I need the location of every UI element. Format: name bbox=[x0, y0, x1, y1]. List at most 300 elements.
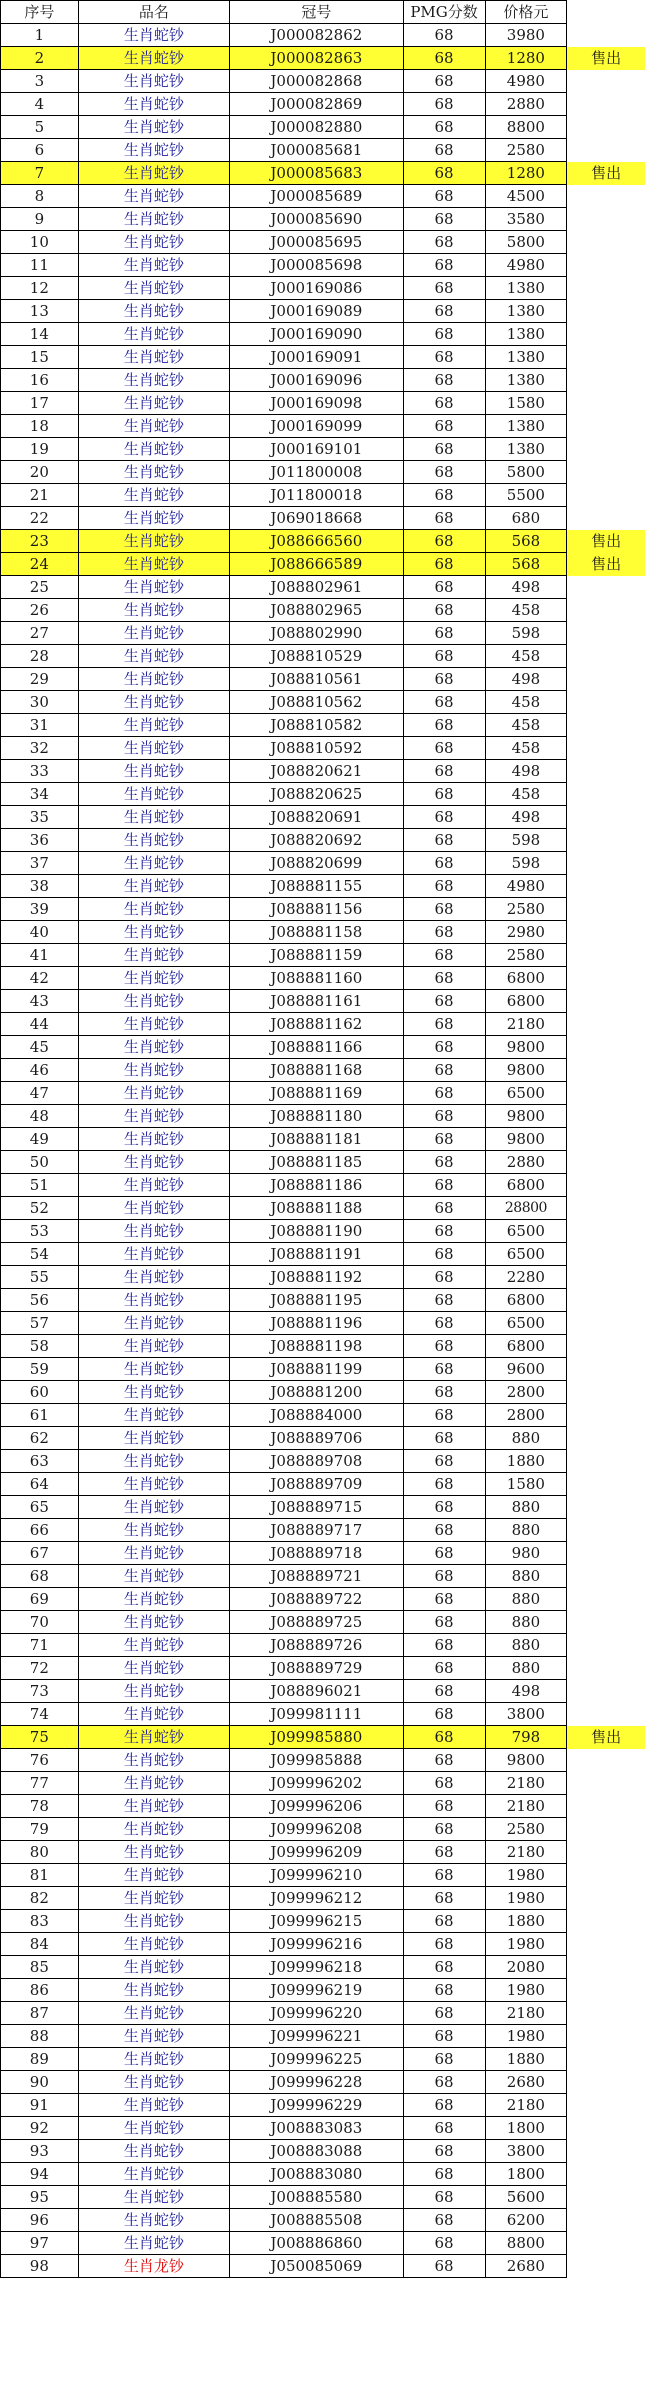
row-name: 生肖蛇钞 bbox=[78, 484, 229, 507]
row-name: 生肖蛇钞 bbox=[78, 300, 229, 323]
row-price: 1380 bbox=[485, 323, 567, 346]
row-pmg-grade: 68 bbox=[403, 1427, 485, 1450]
row-status-note bbox=[567, 2209, 646, 2232]
row-pmg-grade: 68 bbox=[403, 2255, 485, 2278]
row-index: 94 bbox=[1, 2163, 79, 2186]
row-serial: J088889706 bbox=[230, 1427, 403, 1450]
row-index: 48 bbox=[1, 1105, 79, 1128]
row-serial: J088889722 bbox=[230, 1588, 403, 1611]
row-status-note bbox=[567, 829, 646, 852]
row-index: 41 bbox=[1, 944, 79, 967]
row-serial: J088889725 bbox=[230, 1611, 403, 1634]
row-name: 生肖蛇钞 bbox=[78, 806, 229, 829]
table-row bbox=[1, 1496, 646, 1519]
row-index: 29 bbox=[1, 668, 79, 691]
row-index: 60 bbox=[1, 1381, 79, 1404]
row-price: 880 bbox=[485, 1565, 567, 1588]
row-price: 598 bbox=[485, 622, 567, 645]
table-row bbox=[1, 300, 646, 323]
row-status-note bbox=[567, 1289, 646, 1312]
row-pmg-grade: 68 bbox=[403, 1197, 485, 1220]
row-index: 53 bbox=[1, 1220, 79, 1243]
row-pmg-grade: 68 bbox=[403, 1082, 485, 1105]
row-index: 47 bbox=[1, 1082, 79, 1105]
row-serial: J069018668 bbox=[230, 507, 403, 530]
row-index: 63 bbox=[1, 1450, 79, 1473]
row-status-note bbox=[567, 231, 646, 254]
row-pmg-grade: 68 bbox=[403, 967, 485, 990]
row-price: 2580 bbox=[485, 1818, 567, 1841]
row-name: 生肖蛇钞 bbox=[78, 346, 229, 369]
row-name: 生肖蛇钞 bbox=[78, 2232, 229, 2255]
row-name: 生肖蛇钞 bbox=[78, 1404, 229, 1427]
row-pmg-grade: 68 bbox=[403, 691, 485, 714]
row-name: 生肖蛇钞 bbox=[78, 461, 229, 484]
row-pmg-grade: 68 bbox=[403, 116, 485, 139]
row-name: 生肖蛇钞 bbox=[78, 1013, 229, 1036]
table-row bbox=[1, 70, 646, 93]
row-pmg-grade: 68 bbox=[403, 47, 485, 70]
table-row bbox=[1, 1933, 646, 1956]
table-row bbox=[1, 1795, 646, 1818]
row-serial: J088889717 bbox=[230, 1519, 403, 1542]
row-status-note: 售出 bbox=[567, 162, 646, 185]
row-pmg-grade: 68 bbox=[403, 921, 485, 944]
row-price: 4980 bbox=[485, 70, 567, 93]
row-serial: J000169089 bbox=[230, 300, 403, 323]
table-row bbox=[1, 139, 646, 162]
row-status-note bbox=[567, 1105, 646, 1128]
row-price: 1280 bbox=[485, 162, 567, 185]
header-note bbox=[567, 1, 646, 24]
table-row bbox=[1, 2002, 646, 2025]
row-price: 2980 bbox=[485, 921, 567, 944]
row-name: 生肖蛇钞 bbox=[78, 1611, 229, 1634]
row-index: 54 bbox=[1, 1243, 79, 1266]
row-status-note bbox=[567, 1036, 646, 1059]
row-status-note bbox=[567, 622, 646, 645]
row-index: 2 bbox=[1, 47, 79, 70]
row-price: 458 bbox=[485, 599, 567, 622]
row-status-note bbox=[567, 2094, 646, 2117]
row-name: 生肖蛇钞 bbox=[78, 760, 229, 783]
row-name: 生肖蛇钞 bbox=[78, 369, 229, 392]
table-row bbox=[1, 2025, 646, 2048]
row-status-note bbox=[567, 1381, 646, 1404]
row-serial: J000169096 bbox=[230, 369, 403, 392]
row-serial: J000085690 bbox=[230, 208, 403, 231]
table-row bbox=[1, 24, 646, 47]
table-row bbox=[1, 1634, 646, 1657]
row-serial: J088810562 bbox=[230, 691, 403, 714]
row-pmg-grade: 68 bbox=[403, 392, 485, 415]
row-serial: J088802965 bbox=[230, 599, 403, 622]
row-serial: J099996206 bbox=[230, 1795, 403, 1818]
row-price: 9800 bbox=[485, 1036, 567, 1059]
table-row bbox=[1, 1979, 646, 2002]
row-pmg-grade: 68 bbox=[403, 760, 485, 783]
row-status-note bbox=[567, 1611, 646, 1634]
row-price: 5800 bbox=[485, 231, 567, 254]
row-pmg-grade: 68 bbox=[403, 944, 485, 967]
row-serial: J088889715 bbox=[230, 1496, 403, 1519]
row-index: 21 bbox=[1, 484, 79, 507]
row-index: 36 bbox=[1, 829, 79, 852]
table-row bbox=[1, 1588, 646, 1611]
row-serial: J099996221 bbox=[230, 2025, 403, 2048]
row-serial: J088820625 bbox=[230, 783, 403, 806]
row-pmg-grade: 68 bbox=[403, 1680, 485, 1703]
row-price: 5500 bbox=[485, 484, 567, 507]
row-name: 生肖蛇钞 bbox=[78, 2140, 229, 2163]
row-pmg-grade: 68 bbox=[403, 852, 485, 875]
row-name: 生肖蛇钞 bbox=[78, 2186, 229, 2209]
row-status-note bbox=[567, 1404, 646, 1427]
row-price: 1980 bbox=[485, 1933, 567, 1956]
table-row bbox=[1, 1956, 646, 1979]
row-index: 33 bbox=[1, 760, 79, 783]
row-name: 生肖蛇钞 bbox=[78, 1381, 229, 1404]
table-row bbox=[1, 852, 646, 875]
row-serial: J099981111 bbox=[230, 1703, 403, 1726]
row-index: 96 bbox=[1, 2209, 79, 2232]
row-price: 1980 bbox=[485, 2025, 567, 2048]
row-price: 880 bbox=[485, 1657, 567, 1680]
row-pmg-grade: 68 bbox=[403, 2163, 485, 2186]
row-index: 3 bbox=[1, 70, 79, 93]
row-status-note bbox=[567, 668, 646, 691]
table-row bbox=[1, 231, 646, 254]
row-name: 生肖蛇钞 bbox=[78, 1887, 229, 1910]
row-serial: J088881168 bbox=[230, 1059, 403, 1082]
row-index: 57 bbox=[1, 1312, 79, 1335]
row-price: 9800 bbox=[485, 1128, 567, 1151]
row-pmg-grade: 68 bbox=[403, 1059, 485, 1082]
row-status-note bbox=[567, 1588, 646, 1611]
table-row bbox=[1, 875, 646, 898]
row-pmg-grade: 68 bbox=[403, 139, 485, 162]
row-serial: J088881181 bbox=[230, 1128, 403, 1151]
row-index: 97 bbox=[1, 2232, 79, 2255]
row-name: 生肖蛇钞 bbox=[78, 1634, 229, 1657]
table-row bbox=[1, 162, 646, 185]
row-status-note bbox=[567, 323, 646, 346]
table-row bbox=[1, 1864, 646, 1887]
header-price: 价格元 bbox=[485, 1, 567, 24]
row-index: 91 bbox=[1, 2094, 79, 2117]
row-serial: J099996218 bbox=[230, 1956, 403, 1979]
row-index: 77 bbox=[1, 1772, 79, 1795]
row-pmg-grade: 68 bbox=[403, 1266, 485, 1289]
table-row bbox=[1, 369, 646, 392]
row-pmg-grade: 68 bbox=[403, 484, 485, 507]
row-status-note bbox=[567, 1013, 646, 1036]
row-name: 生肖蛇钞 bbox=[78, 1174, 229, 1197]
row-name: 生肖蛇钞 bbox=[78, 1335, 229, 1358]
row-price: 4980 bbox=[485, 875, 567, 898]
row-status-note bbox=[567, 1312, 646, 1335]
row-pmg-grade: 68 bbox=[403, 162, 485, 185]
row-status-note bbox=[567, 967, 646, 990]
row-name: 生肖蛇钞 bbox=[78, 415, 229, 438]
row-price: 1980 bbox=[485, 1979, 567, 2002]
table-row bbox=[1, 1174, 646, 1197]
row-name: 生肖蛇钞 bbox=[78, 1542, 229, 1565]
row-price: 6500 bbox=[485, 1312, 567, 1335]
row-price: 1380 bbox=[485, 438, 567, 461]
row-price: 458 bbox=[485, 783, 567, 806]
row-serial: J088896021 bbox=[230, 1680, 403, 1703]
row-name: 生肖蛇钞 bbox=[78, 898, 229, 921]
table-row bbox=[1, 277, 646, 300]
header-row bbox=[1, 1, 646, 24]
row-pmg-grade: 68 bbox=[403, 1013, 485, 1036]
row-price: 498 bbox=[485, 668, 567, 691]
row-pmg-grade: 68 bbox=[403, 70, 485, 93]
row-status-note bbox=[567, 760, 646, 783]
table-row bbox=[1, 2140, 646, 2163]
row-price: 1280 bbox=[485, 47, 567, 70]
table-row bbox=[1, 737, 646, 760]
row-index: 14 bbox=[1, 323, 79, 346]
row-index: 45 bbox=[1, 1036, 79, 1059]
row-status-note bbox=[567, 645, 646, 668]
row-price: 2280 bbox=[485, 1266, 567, 1289]
row-name: 生肖蛇钞 bbox=[78, 1749, 229, 1772]
table-row bbox=[1, 1910, 646, 1933]
row-price: 1800 bbox=[485, 2117, 567, 2140]
row-price: 1380 bbox=[485, 277, 567, 300]
row-price: 8800 bbox=[485, 116, 567, 139]
row-serial: J000169091 bbox=[230, 346, 403, 369]
row-pmg-grade: 68 bbox=[403, 1519, 485, 1542]
row-status-note bbox=[567, 1910, 646, 1933]
row-index: 56 bbox=[1, 1289, 79, 1312]
row-status-note: 售出 bbox=[567, 530, 646, 553]
table-row bbox=[1, 484, 646, 507]
row-serial: J000082880 bbox=[230, 116, 403, 139]
row-status-note bbox=[567, 990, 646, 1013]
row-name: 生肖蛇钞 bbox=[78, 507, 229, 530]
row-pmg-grade: 68 bbox=[403, 829, 485, 852]
row-pmg-grade: 68 bbox=[403, 346, 485, 369]
row-serial: J099996220 bbox=[230, 2002, 403, 2025]
row-price: 798 bbox=[485, 1726, 567, 1749]
row-name: 生肖蛇钞 bbox=[78, 714, 229, 737]
row-name: 生肖蛇钞 bbox=[78, 1312, 229, 1335]
row-index: 90 bbox=[1, 2071, 79, 2094]
row-price: 9800 bbox=[485, 1749, 567, 1772]
row-price: 880 bbox=[485, 1634, 567, 1657]
row-serial: J088820692 bbox=[230, 829, 403, 852]
row-index: 39 bbox=[1, 898, 79, 921]
row-pmg-grade: 68 bbox=[403, 1312, 485, 1335]
row-index: 37 bbox=[1, 852, 79, 875]
row-index: 66 bbox=[1, 1519, 79, 1542]
row-serial: J011800008 bbox=[230, 461, 403, 484]
row-name: 生肖蛇钞 bbox=[78, 1059, 229, 1082]
row-price: 1380 bbox=[485, 300, 567, 323]
table-row bbox=[1, 714, 646, 737]
row-status-note bbox=[567, 254, 646, 277]
row-price: 3800 bbox=[485, 1703, 567, 1726]
row-index: 42 bbox=[1, 967, 79, 990]
row-status-note bbox=[567, 415, 646, 438]
row-name: 生肖蛇钞 bbox=[78, 1450, 229, 1473]
row-name: 生肖蛇钞 bbox=[78, 323, 229, 346]
row-price: 880 bbox=[485, 1496, 567, 1519]
row-name: 生肖蛇钞 bbox=[78, 2002, 229, 2025]
row-price: 2180 bbox=[485, 1013, 567, 1036]
row-status-note bbox=[567, 944, 646, 967]
row-index: 35 bbox=[1, 806, 79, 829]
row-serial: J088810561 bbox=[230, 668, 403, 691]
row-pmg-grade: 68 bbox=[403, 898, 485, 921]
row-pmg-grade: 68 bbox=[403, 93, 485, 116]
row-index: 32 bbox=[1, 737, 79, 760]
row-price: 4500 bbox=[485, 185, 567, 208]
row-price: 568 bbox=[485, 530, 567, 553]
row-serial: J008883088 bbox=[230, 2140, 403, 2163]
table-row bbox=[1, 2071, 646, 2094]
row-serial: J000082863 bbox=[230, 47, 403, 70]
row-index: 78 bbox=[1, 1795, 79, 1818]
row-index: 95 bbox=[1, 2186, 79, 2209]
row-name: 生肖蛇钞 bbox=[78, 139, 229, 162]
row-index: 74 bbox=[1, 1703, 79, 1726]
row-pmg-grade: 68 bbox=[403, 1634, 485, 1657]
row-pmg-grade: 68 bbox=[403, 553, 485, 576]
row-price: 598 bbox=[485, 852, 567, 875]
row-status-note bbox=[567, 2232, 646, 2255]
table-row bbox=[1, 1542, 646, 1565]
row-price: 2680 bbox=[485, 2255, 567, 2278]
row-pmg-grade: 68 bbox=[403, 1358, 485, 1381]
row-status-note bbox=[567, 70, 646, 93]
row-status-note bbox=[567, 208, 646, 231]
row-pmg-grade: 68 bbox=[403, 875, 485, 898]
row-index: 84 bbox=[1, 1933, 79, 1956]
row-price: 3800 bbox=[485, 2140, 567, 2163]
row-pmg-grade: 68 bbox=[403, 1726, 485, 1749]
row-index: 62 bbox=[1, 1427, 79, 1450]
row-index: 5 bbox=[1, 116, 79, 139]
table-row bbox=[1, 1013, 646, 1036]
table-row bbox=[1, 1703, 646, 1726]
row-pmg-grade: 68 bbox=[403, 2002, 485, 2025]
row-index: 73 bbox=[1, 1680, 79, 1703]
row-price: 1880 bbox=[485, 1910, 567, 1933]
row-pmg-grade: 68 bbox=[403, 185, 485, 208]
row-price: 1380 bbox=[485, 415, 567, 438]
row-status-note bbox=[567, 438, 646, 461]
row-index: 58 bbox=[1, 1335, 79, 1358]
row-index: 7 bbox=[1, 162, 79, 185]
row-pmg-grade: 68 bbox=[403, 1105, 485, 1128]
row-name: 生肖蛇钞 bbox=[78, 1266, 229, 1289]
row-price: 458 bbox=[485, 737, 567, 760]
row-pmg-grade: 68 bbox=[403, 254, 485, 277]
row-status-note bbox=[567, 507, 646, 530]
row-pmg-grade: 68 bbox=[403, 2117, 485, 2140]
row-index: 44 bbox=[1, 1013, 79, 1036]
table-row bbox=[1, 2117, 646, 2140]
row-price: 8800 bbox=[485, 2232, 567, 2255]
table-row bbox=[1, 1680, 646, 1703]
table-row bbox=[1, 185, 646, 208]
row-serial: J088881158 bbox=[230, 921, 403, 944]
row-price: 3580 bbox=[485, 208, 567, 231]
row-status-note bbox=[567, 1059, 646, 1082]
row-price: 880 bbox=[485, 1427, 567, 1450]
row-index: 72 bbox=[1, 1657, 79, 1680]
row-pmg-grade: 68 bbox=[403, 1933, 485, 1956]
table-row bbox=[1, 944, 646, 967]
row-index: 64 bbox=[1, 1473, 79, 1496]
row-price: 498 bbox=[485, 576, 567, 599]
row-index: 83 bbox=[1, 1910, 79, 1933]
row-name: 生肖蛇钞 bbox=[78, 1657, 229, 1680]
row-pmg-grade: 68 bbox=[403, 1841, 485, 1864]
table-row bbox=[1, 1565, 646, 1588]
table-row bbox=[1, 829, 646, 852]
table-row bbox=[1, 1772, 646, 1795]
table-row bbox=[1, 806, 646, 829]
row-serial: J088881160 bbox=[230, 967, 403, 990]
row-price: 9600 bbox=[485, 1358, 567, 1381]
row-name: 生肖蛇钞 bbox=[78, 277, 229, 300]
row-status-note bbox=[567, 139, 646, 162]
row-price: 980 bbox=[485, 1542, 567, 1565]
row-pmg-grade: 68 bbox=[403, 1864, 485, 1887]
row-index: 75 bbox=[1, 1726, 79, 1749]
row-serial: J088889718 bbox=[230, 1542, 403, 1565]
row-price: 498 bbox=[485, 1680, 567, 1703]
row-price: 1580 bbox=[485, 392, 567, 415]
row-price: 2880 bbox=[485, 1151, 567, 1174]
row-serial: J099985888 bbox=[230, 1749, 403, 1772]
row-pmg-grade: 68 bbox=[403, 2025, 485, 2048]
row-serial: J088802990 bbox=[230, 622, 403, 645]
row-pmg-grade: 68 bbox=[403, 1611, 485, 1634]
row-serial: J088881166 bbox=[230, 1036, 403, 1059]
table-row bbox=[1, 507, 646, 530]
row-serial: J000082862 bbox=[230, 24, 403, 47]
row-price: 880 bbox=[485, 1519, 567, 1542]
row-price: 2800 bbox=[485, 1381, 567, 1404]
row-status-note bbox=[567, 783, 646, 806]
row-serial: J050085069 bbox=[230, 2255, 403, 2278]
table-row bbox=[1, 2209, 646, 2232]
row-name: 生肖蛇钞 bbox=[78, 1680, 229, 1703]
row-serial: J088881190 bbox=[230, 1220, 403, 1243]
row-price: 6800 bbox=[485, 1174, 567, 1197]
row-price: 2180 bbox=[485, 1841, 567, 1864]
row-serial: J000085683 bbox=[230, 162, 403, 185]
row-serial: J088881169 bbox=[230, 1082, 403, 1105]
row-status-note bbox=[567, 392, 646, 415]
row-index: 93 bbox=[1, 2140, 79, 2163]
row-status-note bbox=[567, 1197, 646, 1220]
row-serial: J000082869 bbox=[230, 93, 403, 116]
row-price: 5600 bbox=[485, 2186, 567, 2209]
row-index: 88 bbox=[1, 2025, 79, 2048]
row-pmg-grade: 68 bbox=[403, 1979, 485, 2002]
row-price: 5800 bbox=[485, 461, 567, 484]
header-serial: 冠号 bbox=[230, 1, 403, 24]
row-pmg-grade: 68 bbox=[403, 2232, 485, 2255]
table-row bbox=[1, 1128, 646, 1151]
